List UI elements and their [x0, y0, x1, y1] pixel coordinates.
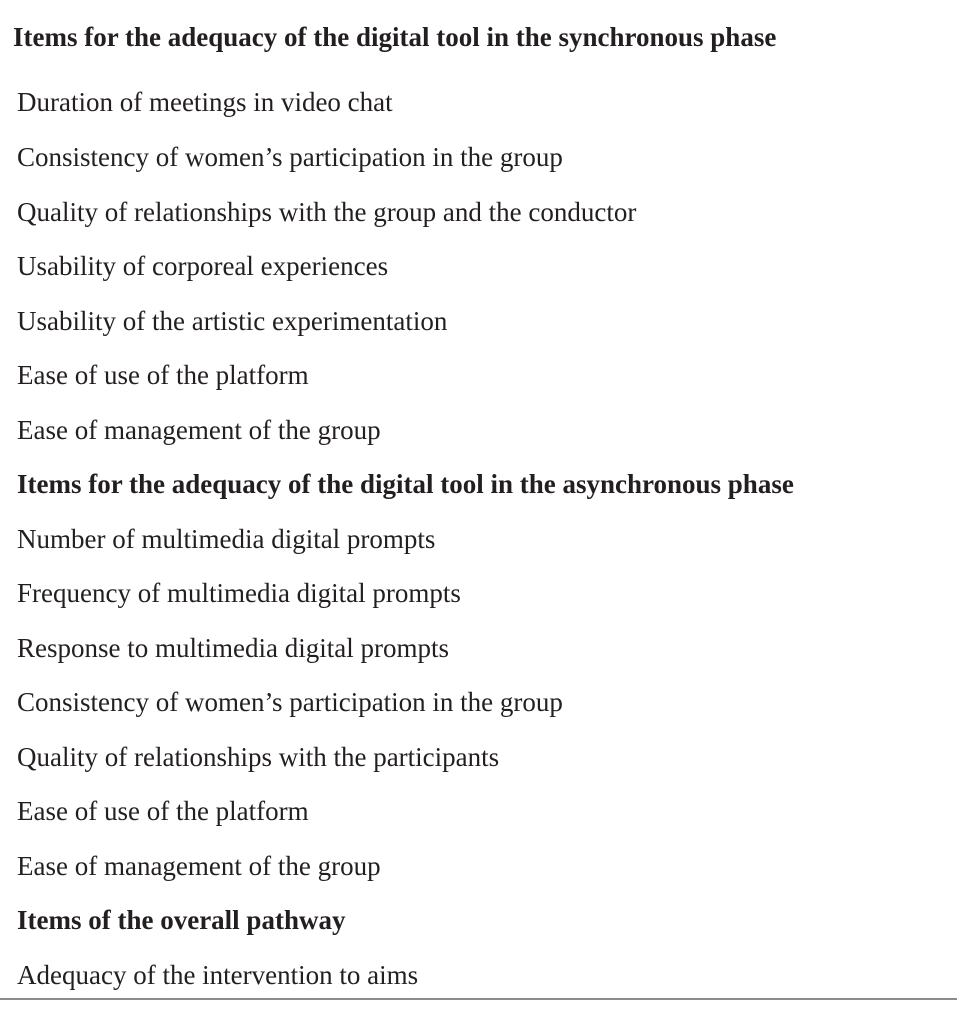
table-row: Ease of use of the platform [17, 796, 309, 826]
table-row: Adequacy of the intervention to aims [17, 960, 419, 990]
table-row: Ease of management of the group [17, 851, 381, 881]
table-row: Usability of corporeal experiences [17, 251, 389, 281]
table-row: Ease of use of the platform [17, 360, 309, 390]
table-bottom-rule [0, 998, 957, 1000]
table-row: Duration of meetings in video chat [17, 87, 393, 117]
table-row: Ease of management of the group [17, 415, 381, 445]
section-heading-overall: Items of the overall pathway [17, 905, 346, 935]
section-heading-asynchronous: Items for the adequacy of the digital tool in the asynchronous phase [17, 469, 794, 499]
table-row: Consistency of women’s participation in the group [17, 142, 563, 172]
table-row: Usability of the artistic experimentation [17, 306, 448, 336]
table-row: Quality of relationships with the participants [17, 742, 500, 772]
table-row: Response to multimedia digital prompts [17, 633, 449, 663]
table-row: Consistency of women’s participation in the group [17, 687, 563, 717]
table-row: Number of multimedia digital prompts [17, 524, 436, 554]
section-heading-synchronous: Items for the adequacy of the digital tool in the synchronous phase [13, 22, 777, 52]
table-row: Frequency of multimedia digital prompts [17, 578, 461, 608]
table-row: Quality of relationships with the group and the conductor [17, 197, 637, 227]
